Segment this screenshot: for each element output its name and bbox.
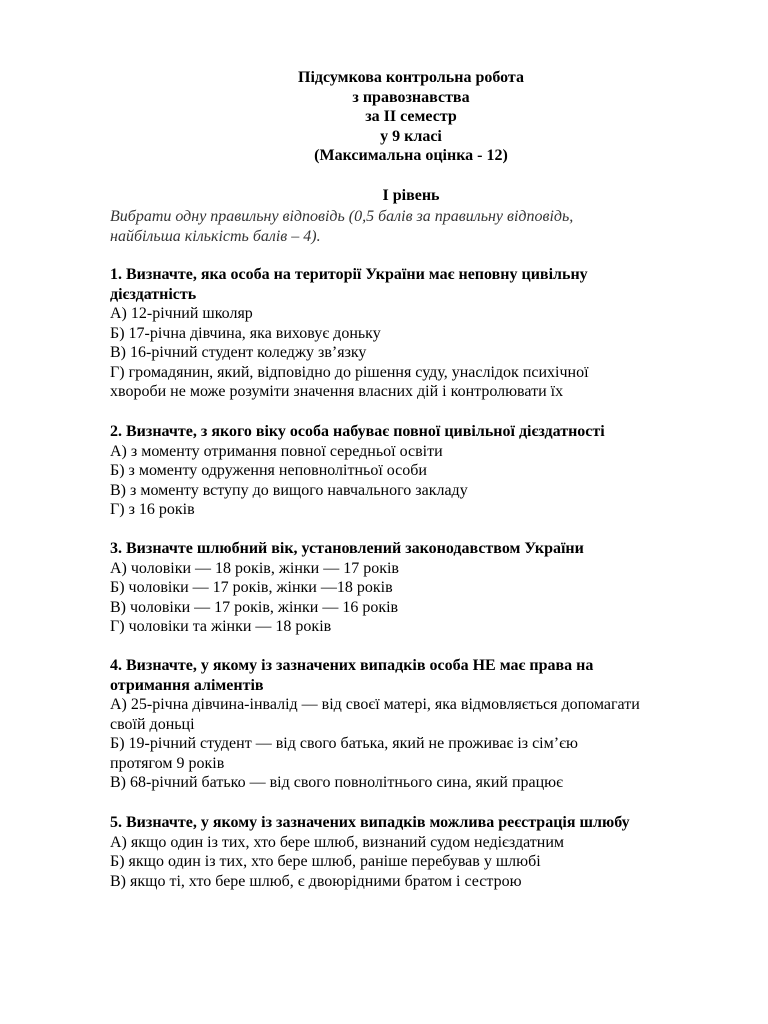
answer-option-v bbox=[110, 773, 730, 793]
option-line: Б) 17-річна дівчина, яка виховує доньку bbox=[110, 324, 381, 342]
answer-option-b bbox=[110, 578, 730, 598]
title-line: Підсумкова контрольна робота bbox=[298, 69, 524, 86]
option-line: В) 16-річний студент коледжу зв’язку bbox=[110, 344, 367, 361]
answer-option-v bbox=[110, 481, 730, 501]
question-text bbox=[110, 813, 730, 833]
question-1 bbox=[110, 265, 730, 402]
answer-option-a bbox=[110, 695, 730, 734]
instruction-line: Вибрати одну правильну відповідь (0,5 балів за правильну відповідь, bbox=[110, 208, 574, 225]
answer-option-g bbox=[110, 617, 730, 637]
option-line: В) якщо ті, хто бере шлюб, є двоюрідними братом і сестрою bbox=[110, 872, 522, 890]
question-text-line: отримання аліментів bbox=[110, 676, 264, 694]
option-line: Г) громадянин, який, відповідно до рішення суду, унаслідок психічної bbox=[110, 363, 589, 381]
answer-option-a bbox=[110, 559, 730, 579]
title-line: у 9 класі bbox=[380, 127, 442, 145]
answer-option-b bbox=[110, 852, 730, 872]
option-line: А) 25-річна дівчина-інвалід — від своєї матері, яка відмовляється допомагати bbox=[110, 696, 640, 713]
question-text-line: 3. Визначте шлюбний вік, установлений законодавством України bbox=[110, 540, 584, 557]
question-text-line: 1. Визначте, яка особа на території України має неповну цивільну bbox=[110, 266, 588, 283]
question-2 bbox=[110, 422, 730, 520]
option-line: В) з моменту вступу до вищого навчального закладу bbox=[110, 481, 468, 499]
section-instruction bbox=[110, 207, 730, 246]
option-line: хвороби не може розуміти значення власних дій і контролювати їх bbox=[110, 383, 564, 400]
option-line: А) якщо один із тих, хто бере шлюб, визнаний судом недієздатним bbox=[110, 833, 565, 851]
option-line: А) чоловіки — 18 років, жінки — 17 років bbox=[110, 559, 399, 577]
option-line: Г) чоловіки та жінки — 18 років bbox=[110, 618, 332, 635]
question-text bbox=[110, 656, 730, 695]
option-line: своїй доньці bbox=[110, 715, 195, 733]
answer-option-b bbox=[110, 461, 730, 481]
option-line: Б) 19-річний студент — від свого батька, який не проживає із сім’єю bbox=[110, 735, 578, 752]
question-4 bbox=[110, 656, 730, 793]
title-line: (Максимальна оцінка - 12) bbox=[314, 147, 508, 164]
option-line: А) 12-річний школяр bbox=[110, 305, 253, 322]
question-text bbox=[110, 422, 730, 442]
answer-option-g bbox=[110, 500, 730, 520]
question-3 bbox=[110, 539, 730, 637]
title-line: з правознавства bbox=[352, 88, 470, 106]
answer-option-a bbox=[110, 833, 730, 853]
question-text-line: 5. Визначте, у якому із зазначених випадків можлива реєстрація шлюбу bbox=[110, 814, 630, 831]
option-line: А) з моменту отримання повної середньої освіти bbox=[110, 442, 443, 460]
answer-option-v bbox=[110, 598, 730, 618]
answer-option-b bbox=[110, 324, 730, 344]
answer-option-v bbox=[110, 872, 730, 892]
option-line: Б) чоловіки — 17 років, жінки —18 років bbox=[110, 579, 393, 596]
question-text bbox=[110, 539, 730, 559]
question-text-line: дієздатність bbox=[110, 285, 197, 303]
option-line: Б) з моменту одруження неповнолітньої особи bbox=[110, 462, 427, 479]
title-line: за ІІ семестр bbox=[365, 108, 457, 125]
question-text bbox=[110, 265, 730, 304]
answer-option-b bbox=[110, 734, 730, 773]
question-text-line: 2. Визначте, з якого віку особа набуває повної цивільної дієздатності bbox=[110, 423, 605, 440]
question-text-line: 4. Визначте, у якому із зазначених випадків особа НЕ має права на bbox=[110, 657, 594, 674]
instruction-line: найбільша кількість балів – 4). bbox=[110, 227, 321, 245]
answer-option-a bbox=[110, 442, 730, 462]
answer-option-v bbox=[110, 343, 730, 363]
option-line: Г) з 16 років bbox=[110, 501, 195, 518]
option-line: В) чоловіки — 17 років, жінки — 16 років bbox=[110, 598, 399, 616]
option-line: В) 68-річний батько — від свого повнолітнього сина, який працює bbox=[110, 774, 563, 791]
question-5 bbox=[110, 813, 730, 891]
option-line: Б) якщо один із тих, хто бере шлюб, раніше перебував у шлюбі bbox=[110, 853, 541, 870]
answer-option-g bbox=[110, 363, 730, 402]
section-heading: І рівень bbox=[382, 187, 440, 204]
document-title bbox=[0, 68, 768, 166]
option-line: протягом 9 років bbox=[110, 754, 225, 772]
answer-option-a bbox=[110, 304, 730, 324]
